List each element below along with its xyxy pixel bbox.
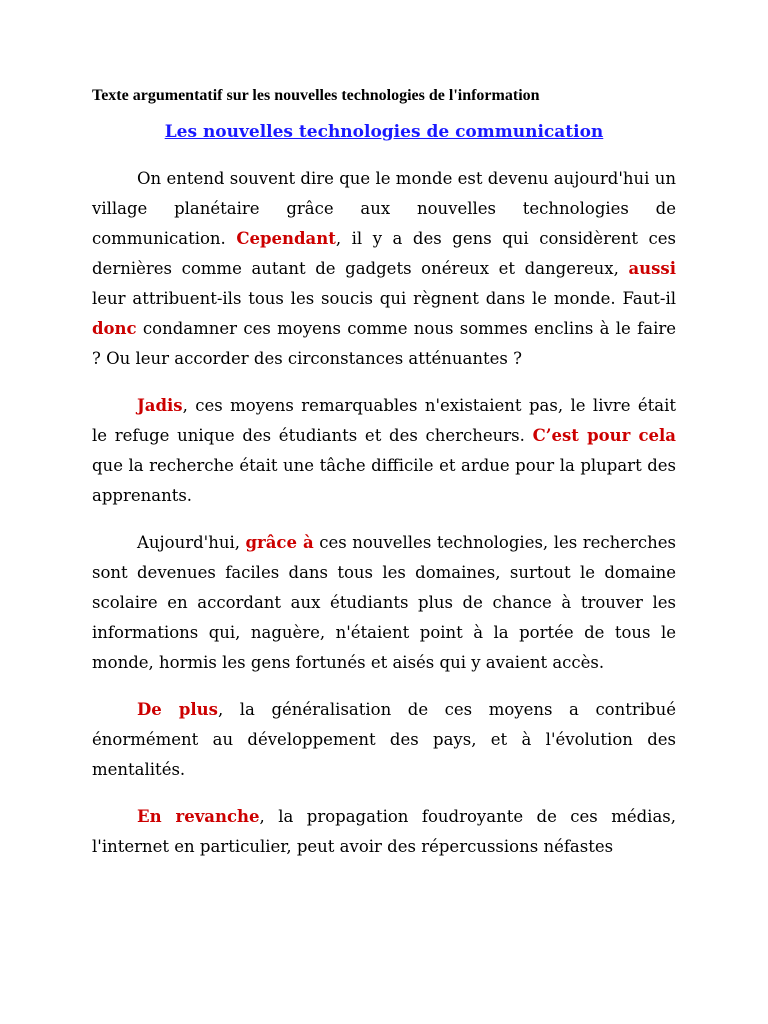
document-page — [92, 86, 676, 879]
paragraph-however — [92, 802, 676, 862]
connector-keyword: C’est pour cela — [532, 426, 677, 445]
paragraph-text: que la recherche était une tâche difficile et ardue pour la plupart des apprenants. — [92, 456, 676, 505]
connector-keyword: donc — [92, 319, 137, 338]
paragraph-text: ces nouvelles technologies, les recherches sont devenues faciles dans tous les domaines, surtout le domaine scolaire en accordant aux étudiants plus de chance à trouver les informations qui, naguère, n'étaient point à la portée de tous le monde, hormis les gens fortunés et aisés qui y avaient accès. — [92, 533, 676, 672]
paragraph-moreover — [92, 695, 676, 785]
paragraph-text: condamner ces moyens comme nous sommes enclins à le faire ? Ou leur accorder des circonstances atténuantes ? — [92, 319, 676, 368]
paragraph-text: , la généralisation de ces moyens a contribué énormément au développement des pays, et à l'évolution des mentalités. — [92, 700, 676, 779]
connector-keyword: aussi — [628, 259, 676, 278]
paragraph-text: On entend souvent dire que le monde est devenu aujourd'hui un village planétaire grâce aux nouvelles technologies de communication. — [92, 169, 676, 248]
paragraph-past — [92, 391, 676, 511]
document-heading: Texte argumentatif sur les nouvelles technologies de l'information — [92, 87, 540, 104]
connector-keyword: grâce à — [245, 533, 314, 552]
paragraph-text: , la propagation foudroyante de ces médias, l'internet en particulier, peut avoir des répercussions néfastes — [92, 807, 677, 856]
paragraph-today — [92, 528, 676, 678]
paragraph-text: , ces moyens remarquables n'existaient pas, le livre était le refuge unique des étudiants et des chercheurs. — [92, 396, 676, 445]
connector-keyword: De plus — [137, 700, 218, 719]
paragraph-text: , il y a des gens qui considèrent ces dernières comme autant de gadgets onéreux et dangereux, — [92, 229, 676, 278]
paragraph-text: Aujourd'hui, — [137, 533, 246, 552]
connector-keyword: Cependant — [236, 229, 336, 248]
connector-keyword: Jadis — [137, 396, 183, 415]
paragraph-text: leur attribuent-ils tous les soucis qui règnent dans le monde. Faut-il — [92, 289, 676, 308]
document-title: Les nouvelles technologies de communication — [164, 122, 604, 142]
paragraph-intro — [92, 164, 676, 374]
connector-keyword: En revanche — [137, 807, 260, 826]
